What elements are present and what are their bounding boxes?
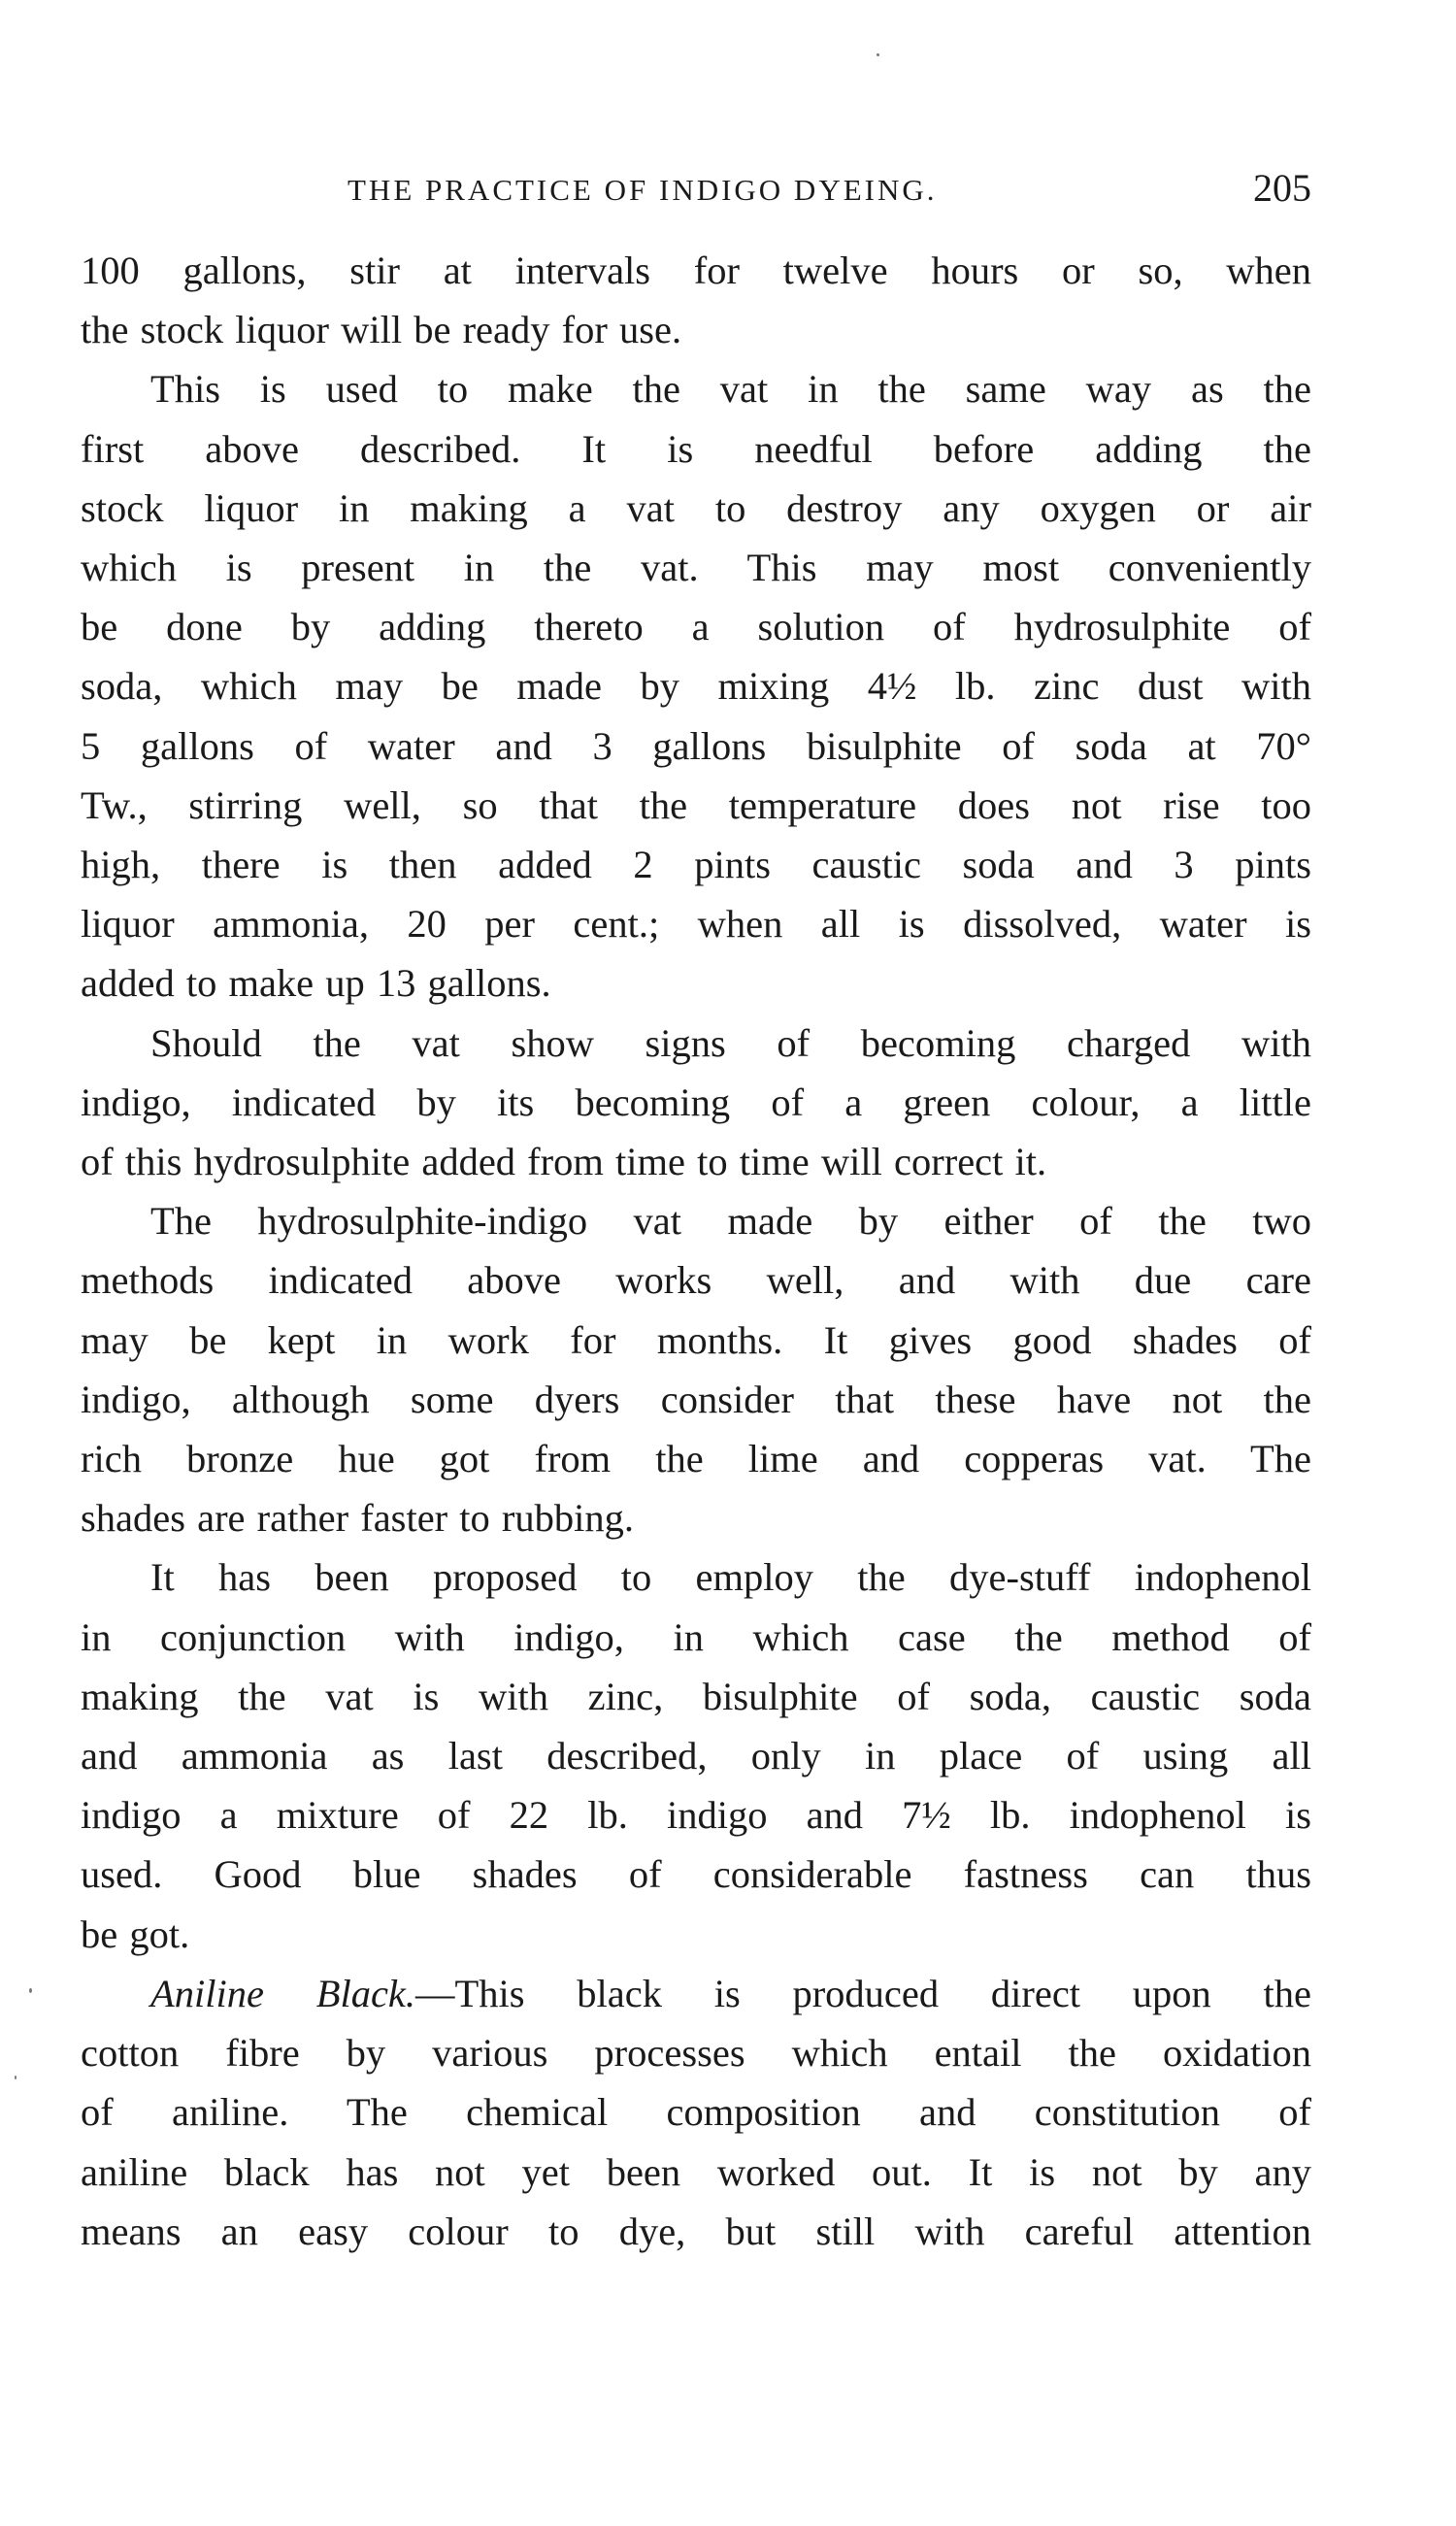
text-line: and ammonia as last described, only in place of using all <box>81 1734 1311 1778</box>
print-speck <box>877 53 879 56</box>
text-line: This is used to make the vat in the same way as the <box>150 367 1311 412</box>
text-line: added to make up 13 gallons. <box>81 961 551 1006</box>
text-line: may be kept in work for months. It gives good shades of <box>81 1317 1311 1362</box>
text-line: It has been proposed to employ the dye-stuff indophenol <box>150 1555 1311 1600</box>
text-line: the stock liquor will be ready for use. <box>81 308 682 352</box>
text-line: be done by adding thereto a solution of hydrosulphite of <box>81 605 1311 649</box>
text-line: 5 gallons of water and 3 gallons bisulphite of soda at 70° <box>81 723 1311 768</box>
text-line: which is present in the vat. This may most conveniently <box>81 546 1311 590</box>
text-line: soda, which may be made by mixing 4½ lb. zinc dust with <box>81 664 1311 709</box>
text-line: methods indicated above works well, and with due care <box>81 1258 1311 1303</box>
text-line: in conjunction with indigo, in which case the method of <box>81 1614 1311 1659</box>
text-line: liquor ammonia, 20 per cent.; when all is dissolved, water is <box>81 902 1311 947</box>
text-line: of aniline. The chemical composition and constitution of <box>81 2090 1311 2135</box>
text-line: aniline black has not yet been worked out. It is not by any <box>81 2149 1311 2194</box>
text-line: means an easy colour to dye, but still with careful attention <box>81 2209 1311 2253</box>
text-line: Tw., stirring well, so that the temperature does not rise too <box>81 782 1311 827</box>
text-line: indigo, indicated by its becoming of a green colour, a little <box>81 1080 1311 1124</box>
text-line: of this hydrosulphite added from time to time will correct it. <box>81 1140 1047 1184</box>
page-number: 205 <box>1253 166 1311 210</box>
text-line: cotton fibre by various processes which entail the oxidation <box>81 2031 1311 2076</box>
text-line: indigo a mixture of 22 lb. indigo and 7½ lb. indophenol is <box>81 1793 1311 1838</box>
section-heading-rest: —This black is produced direct upon the <box>415 1971 1311 2015</box>
text-line: indigo, although some dyers consider that these have not the <box>81 1377 1311 1421</box>
text-line: stock liquor in making a vat to destroy any oxygen or air <box>81 485 1311 530</box>
page-header <box>81 165 1311 214</box>
print-speck <box>15 2076 17 2079</box>
text-line: making the vat is with zinc, bisulphite of soda, caustic soda <box>81 1674 1311 1718</box>
running-head: THE PRACTICE OF INDIGO DYEING. <box>347 173 938 207</box>
section-heading-italic: Aniline Black. <box>150 1971 416 2015</box>
text-line: first above described. It is needful before adding the <box>81 426 1311 471</box>
text-line-aniline-heading <box>81 1964 1311 2023</box>
text-line: high, there is then added 2 pints caustic soda and 3 pints <box>81 843 1311 887</box>
body-text <box>81 241 1311 2261</box>
print-speck <box>29 1988 32 1993</box>
text-line: shades are rather faster to rubbing. <box>81 1496 635 1541</box>
text-line: The hydrosulphite-indigo vat made by either of the two <box>150 1199 1311 1244</box>
text-line: used. Good blue shades of considerable fastness can thus <box>81 1852 1311 1897</box>
text-line: 100 gallons, stir at intervals for twelve hours or so, when <box>81 249 1311 292</box>
text-line: Should the vat show signs of becoming charged with <box>150 1020 1311 1065</box>
text-line: rich bronze hue got from the lime and copperas vat. The <box>81 1437 1311 1481</box>
text-line: be got. <box>81 1911 190 1956</box>
